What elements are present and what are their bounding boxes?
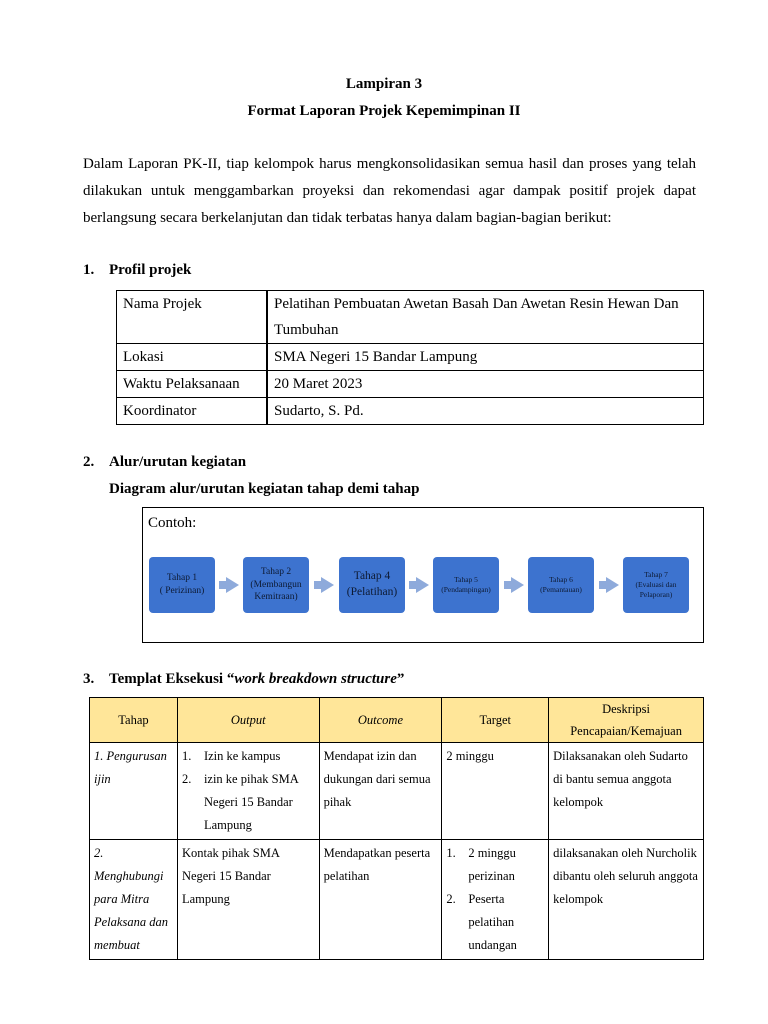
header-outcome: Outcome [319, 698, 442, 743]
step-label: (Pelatihan) [346, 586, 398, 598]
flow-step-6 [528, 557, 594, 613]
header-output: Output [177, 698, 319, 743]
arrow-right-icon [416, 577, 429, 593]
section-title: Profil projek [109, 262, 192, 278]
step-label: (Evaluasi dan [635, 579, 677, 589]
table-row [117, 291, 704, 344]
section-number: 3. [83, 671, 95, 687]
cell-outcome: Mendapat izin dan dukungan dari semua pihak [319, 743, 442, 840]
list-item-text: Izin ke kampus [203, 749, 281, 763]
flow-step-1 [149, 557, 215, 613]
section-heading-wbs [83, 671, 683, 691]
cell-outcome: Mendapatkan peserta pelatihan [319, 840, 442, 960]
intro-line: berlangsung secara berkelanjutan dan tidak terbatas hanya dalam bagian-bagian berikut: [83, 210, 612, 226]
table-cell-label: Waktu Pelaksanaan [117, 371, 268, 398]
list-item-text: Peserta pelatihan undangan [468, 892, 517, 952]
cell-target [442, 840, 549, 960]
step-title: Tahap 5 [454, 574, 478, 584]
table-cell-value: 20 Maret 2023 [267, 371, 704, 398]
arrow-right-icon [321, 577, 334, 593]
step-label: Pelaporan) [639, 590, 673, 600]
step-label: ( Perizinan) [159, 586, 205, 596]
arrow-right-icon [511, 577, 524, 593]
output-list [182, 745, 315, 837]
cell-tahap: 1. Pengurusan ijin [90, 743, 178, 840]
wbs-table [89, 697, 704, 960]
table-header-row [90, 698, 704, 743]
target-list [446, 842, 544, 957]
header-target: Target [442, 698, 549, 743]
flow-step-2 [243, 557, 309, 613]
table-row [117, 344, 704, 371]
section-heading-alur [83, 454, 683, 474]
title-prefix: Templat Eksekusi “ [109, 671, 235, 687]
flow-step-7 [623, 557, 689, 613]
cell-target: 2 minggu [442, 743, 549, 840]
list-item: 2. izin ke pihak SMA Negeri 15 Bandar Lampung [181, 772, 299, 832]
flow-step-4 [339, 557, 405, 613]
step-title: Tahap 2 [260, 566, 292, 577]
section-number: 1. [83, 262, 95, 278]
header-deskripsi-line: Deskripsi [602, 702, 651, 716]
step-title: Tahap 6 [549, 574, 573, 584]
step-title: Tahap 4 [353, 570, 391, 583]
section-title: Alur/urutan kegiatan [109, 454, 247, 470]
diagram-caption: Contoh: [148, 515, 197, 531]
table-row [90, 840, 704, 960]
table-cell-label: Lokasi [117, 344, 268, 371]
cell-output [177, 743, 319, 840]
cell-output: Kontak pihak SMA Negeri 15 Bandar Lampung [177, 840, 319, 960]
table-cell-value: Sudarto, S. Pd. [267, 398, 704, 425]
step-label: (Pemantauan) [540, 585, 582, 594]
title-suffix: ” [396, 671, 405, 687]
page-subtitle: Format Laporan Projek Kepemimpinan II [247, 103, 521, 119]
table-row [117, 371, 704, 398]
flow-step-5 [433, 557, 499, 613]
cell-deskripsi: dilaksanakan oleh Nurcholik dibantu oleh seluruh anggota kelompok [549, 840, 704, 960]
table-cell-label: Nama Projek [117, 291, 268, 344]
table-cell-label: Koordinator [117, 398, 268, 425]
section-heading-profil [83, 262, 683, 282]
table-row [117, 398, 704, 425]
header-deskripsi [549, 698, 704, 743]
profile-table [116, 290, 704, 425]
table-row [90, 743, 704, 840]
page-title: Lampiran 3 [345, 76, 423, 92]
cell-tahap: 2. Menghubungi para Mitra Pelaksana dan membuat [90, 840, 178, 960]
section-number: 2. [83, 454, 95, 470]
list-item-text: izin ke pihak SMA Negeri 15 Bandar Lampung [203, 772, 299, 832]
intro-paragraph [83, 151, 696, 232]
step-label: Kemitraan) [254, 592, 298, 603]
section-subtitle: Diagram alur/urutan kegiatan tahap demi tahap [109, 481, 420, 497]
arrow-right-icon [606, 577, 619, 593]
step-title: Tahap 1 [166, 573, 198, 584]
header-deskripsi-line: Pencapaian/Kemajuan [570, 724, 682, 738]
table-cell-value: Pelatihan Pembuatan Awetan Basah Dan Awetan Resin Hewan Dan Tumbuhan [267, 291, 704, 344]
step-label: (Membangun [250, 579, 302, 590]
title-italic: work breakdown structure [234, 671, 397, 687]
list-item: 1. Izin ke kampus [181, 749, 281, 763]
cell-deskripsi: Dilaksanakan oleh Sudarto di bantu semua anggota kelompok [549, 743, 704, 840]
intro-line: Dalam Laporan PK-II, tiap kelompok harus mengkonsolidasikan semua hasil dan proses yang telah [83, 156, 696, 172]
step-label: (Pendampingan) [441, 585, 491, 594]
list-item: 1. 2 minggu perizinan [446, 846, 516, 883]
header-tahap: Tahap [90, 698, 178, 743]
table-cell-value: SMA Negeri 15 Bandar Lampung [267, 344, 704, 371]
arrow-right-icon [226, 577, 239, 593]
section-title [109, 671, 404, 688]
flow-diagram [142, 507, 704, 643]
step-title: Tahap 7 [644, 569, 668, 579]
list-item: 2. Peserta pelatihan undangan [446, 892, 517, 952]
list-item-text: 2 minggu perizinan [468, 846, 516, 883]
intro-line: dilakukan untuk menggambarkan proyeksi dan rekomendasi agar dampak positif projek dapat [83, 183, 696, 199]
